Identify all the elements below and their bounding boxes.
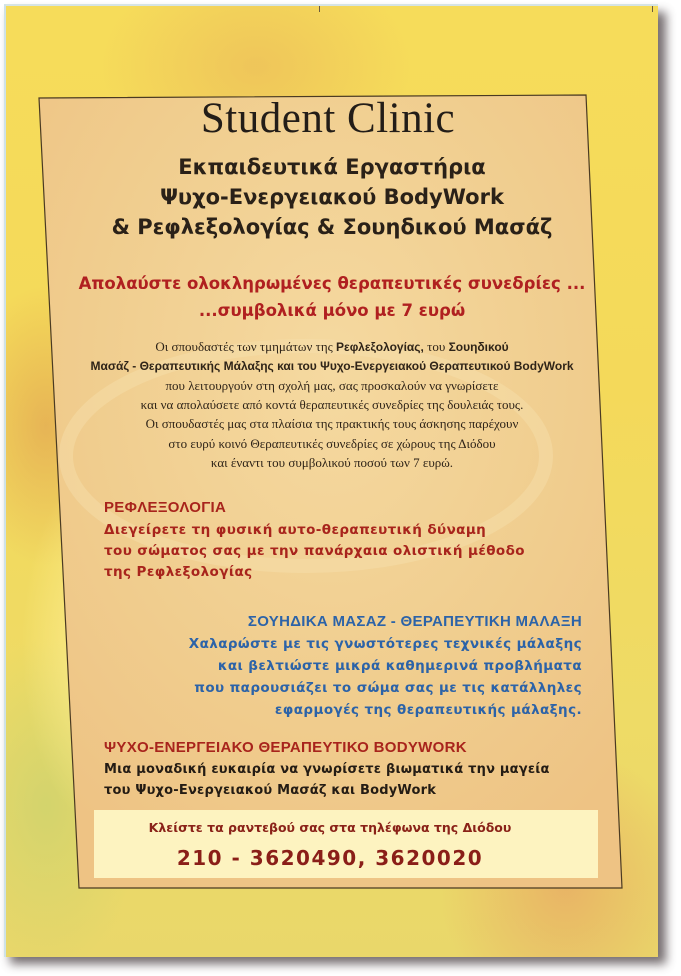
booking-label: Κλείστε τα ραντεβού σας στα τηλέφωνα της Διόδου bbox=[148, 820, 512, 835]
poster-title: Student Clinic bbox=[200, 95, 456, 142]
section-line: Χαλαρώστε με τις γνωστότερες τεχνικές μάλαξης bbox=[188, 636, 582, 652]
section-line: Διεγείρετε τη φυσική αυτο-θεραπευτική δύναμη bbox=[104, 522, 487, 538]
intro-text: Οι σπουδαστές των τμημάτων της bbox=[155, 339, 337, 354]
subtitle-line: Ψυχο-Ενεργειακού BodyWork bbox=[160, 185, 504, 209]
intro-line: Οι σπουδαστές μας στα πλαίσια της πρακτικής τους άσκησης παρέχουν bbox=[145, 416, 519, 431]
section-line: του σώματος σας με την πανάρχαια ολιστική μέθοδο bbox=[104, 543, 525, 559]
section-line: και βελτιώστε μικρά καθημερινά προβλήματα bbox=[217, 658, 582, 674]
subtitle-line: & Ρεφλεξολογίας & Σουηδικού Μασάζ bbox=[111, 215, 553, 239]
promo-line: Απολαύστε ολοκληρωμένες θεραπευτικές συνεδρίες ... bbox=[78, 274, 586, 293]
section-heading-bodywork: ΨΥΧΟ-ΕΝΕΡΓΕΙΑΚΟ ΘΕΡΑΠΕΥΤΙΚΟ BODYWORK bbox=[104, 739, 467, 756]
booking-phones[interactable]: 210 - 3620490, 3620020 bbox=[176, 846, 484, 870]
section-line: που παρουσιάζει το σώμα σας με τις κατάλληλες bbox=[194, 680, 582, 696]
intro-line: και να απολαύσετε από κοντά θεραπευτικές συνεδρίες της δουλειάς τους. bbox=[140, 397, 524, 412]
intro-bold: Σουηδικού bbox=[448, 340, 509, 354]
section-line: της Ρεφλεξολογίας bbox=[104, 564, 253, 580]
intro-bold: Μασάζ - Θεραπευτικής Μάλαξης και του Ψυχο-Ενεργειακού Θεραπευτικού BodyWork bbox=[90, 359, 574, 373]
section-line: του Ψυχο-Ενεργειακού Μασάζ και BodyWork bbox=[104, 783, 437, 798]
subtitle-line: Εκπαιδευτικά Εργαστήρια bbox=[178, 155, 486, 179]
section-heading-swedish-massage: ΣΟΥΗΔΙΚΑ ΜΑΣΑΖ - ΘΕΡΑΠΕΥΤΙΚΗ ΜΑΛΑΞΗ bbox=[247, 613, 582, 630]
intro-line: και έναντι του συμβολικού ποσού των 7 ευρώ. bbox=[210, 455, 454, 470]
section-heading-reflexology: ΡΕΦΛΕΞΟΛΟΓΙΑ bbox=[104, 499, 227, 516]
intro-bold: Ρεφλεξολογίας, bbox=[336, 340, 424, 354]
section-line: Μια μοναδική ευκαιρία να γνωρίσετε βιωματικά την μαγεία bbox=[104, 762, 550, 777]
intro-text: του bbox=[423, 339, 449, 354]
intro-line bbox=[6, 339, 658, 355]
intro-line: στο ευρύ κοινό Θεραπευτικές συνεδρίες σε χώρους της Διόδου bbox=[168, 436, 496, 451]
poster-page bbox=[4, 4, 658, 957]
section-line: εφαρμογές της θεραπευτικής μάλαξης. bbox=[274, 702, 582, 718]
intro-line: που λειτουργούν στη σχολή μας, σας προσκαλούν να γνωρίσετε bbox=[165, 378, 499, 393]
promo-line: ...συμβολικά μόνο με 7 ευρώ bbox=[198, 301, 466, 320]
intro-line bbox=[6, 358, 658, 374]
